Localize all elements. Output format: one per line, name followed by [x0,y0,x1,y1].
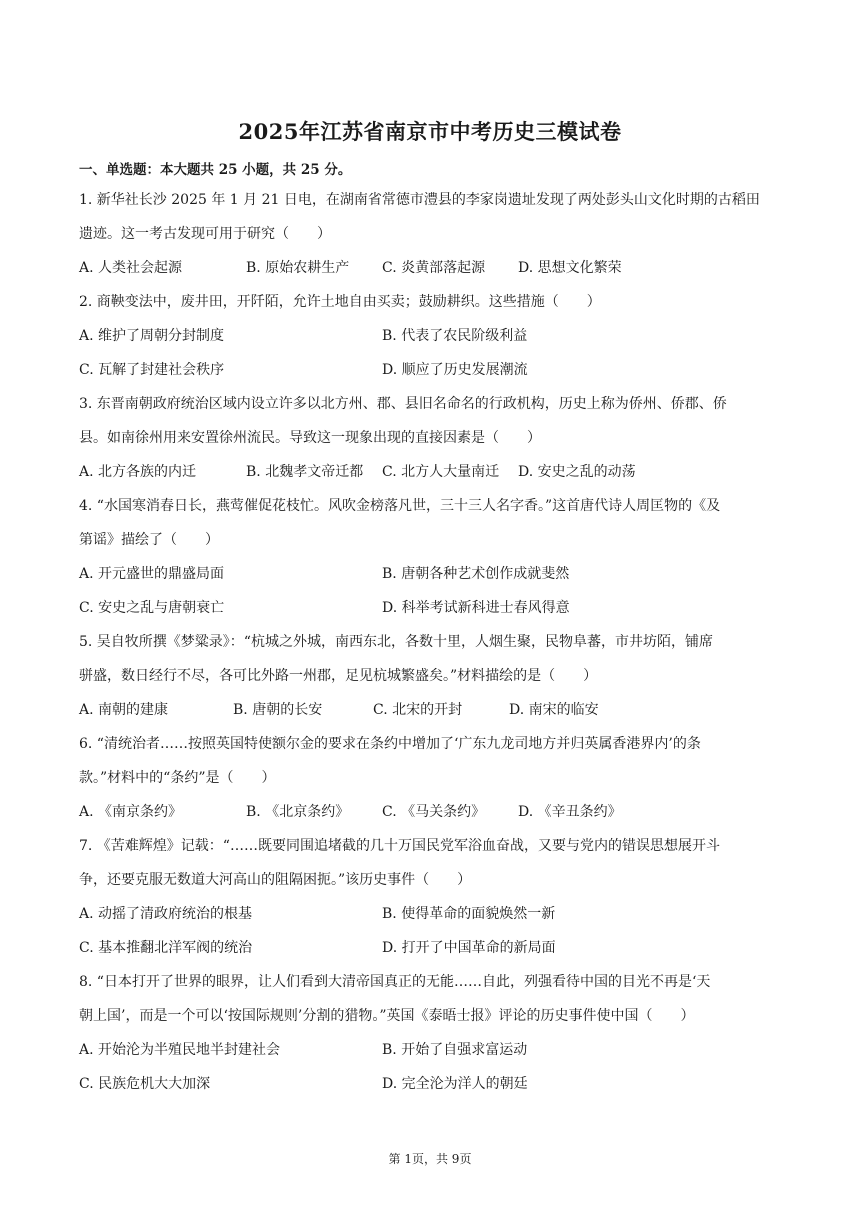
question-2-line-1: 2. 商鞅变法中，废井田，开阡陌，允许土地自由买卖；鼓励耕织。这些措施（ ） [79,294,601,310]
question-4-option-b: B. 唐朝各种艺术创作成就斐然 [382,566,570,582]
question-1-option-d: D. 思想文化繁荣 [518,260,622,276]
question-8-option-c: C. 民族危机大大加深 [79,1076,211,1092]
question-3-option-b: B. 北魏孝文帝迁都 [246,464,364,480]
question-7-option-b: B. 使得革命的面貌焕然一新 [382,906,556,922]
question-1-option-c: C. 炎黄部落起源 [382,260,486,276]
question-4-option-a: A. 开元盛世的鼎盛局面 [79,566,225,582]
question-1-line-1: 1. 新华社长沙 2025 年 1 月 21 日电，在湖南省常德市澧县的李家岗遗址发现了两处彭头山文化时期的古稻田 [79,192,760,208]
question-8-line-2: 朝上国’，而是一个可以‘按国际规则’分割的猎物。”英国《泰晤士报》评论的历史事件使中国（ ） [79,1008,695,1024]
question-1-option-b: B. 原始农耕生产 [246,260,350,276]
question-5-option-c: C. 北宋的开封 [373,702,463,718]
question-4-line-1: 4. “水国寒消春日长，燕莺催促花枝忙。风吹金榜落凡世，三十三人名字香。”这首唐代诗人周匡物的《及 [79,498,721,514]
question-6-option-b: B. 《北京条约》 [246,804,350,820]
question-7-option-d: D. 打开了中国革命的新局面 [382,940,556,956]
question-2-option-c: C. 瓦解了封建社会秩序 [79,362,225,378]
question-2-option-a: A. 维护了周朝分封制度 [79,328,225,344]
question-6-option-d: D. 《辛丑条约》 [518,804,622,820]
question-7-option-c: C. 基本推翻北洋军阀的统治 [79,940,253,956]
question-6-line-1: 6. “清统治者……按照英国特使额尔金的要求在条约中增加了‘广东九龙司地方并归英属香港界内’的条 [79,736,701,752]
question-3-line-2: 县。如南徐州用来安置徐州流民。导致这一现象出现的直接因素是（ ） [79,430,541,446]
question-2-option-b: B. 代表了农民阶级利益 [382,328,528,344]
question-1-option-a: A. 人类社会起源 [79,260,183,276]
question-6-line-2: 款。”材料中的“条约”是（ ） [79,770,276,786]
section-heading: 一、单选题：本大题共 25 小题，共 25 分。 [79,162,352,178]
question-8-option-b: B. 开始了自强求富运动 [382,1042,528,1058]
question-4-option-d: D. 科举考试新科进士春风得意 [382,600,570,616]
question-4-option-c: C. 安史之乱与唐朝衰亡 [79,600,225,616]
question-3-option-a: A. 北方各族的内迁 [79,464,197,480]
question-5-option-b: B. 唐朝的长安 [233,702,323,718]
question-5-option-a: A. 南朝的建康 [79,702,169,718]
question-5-line-1: 5. 吴自牧所撰《梦粱录》：“杭城之外城，南西东北，各数十里，人烟生聚，民物阜蕃，市井坊陌，铺席 [79,634,713,650]
question-2-option-d: D. 顺应了历史发展潮流 [382,362,528,378]
question-1-line-2: 遗迹。这一考古发现可用于研究（ ） [79,226,331,242]
question-8-line-1: 8. “日本打开了世界的眼界，让人们看到大清帝国真正的无能……自此，列强看待中国的目光不再是‘天 [79,974,711,990]
question-4-line-2: 第谣》描绘了（ ） [79,532,219,548]
question-6-option-a: A. 《南京条约》 [79,804,183,820]
question-3-line-1: 3. 东晋南朝政府统治区域内设立许多以北方州、郡、县旧名命名的行政机构，历史上称为侨州、侨郡、侨 [79,396,727,412]
question-6-option-c: C. 《马关条约》 [382,804,486,820]
question-8-option-a: A. 开始沦为半殖民地半封建社会 [79,1042,281,1058]
question-5-line-2: 骈盛，数日经行不尽，各可比外路一州郡，足见杭城繁盛矣。”材料描绘的是（ ） [79,668,598,684]
question-7-option-a: A. 动摇了清政府统治的根基 [79,906,253,922]
question-5-option-d: D. 南宋的临安 [509,702,599,718]
page-footer: 第 1页，共 9页 [388,1152,472,1166]
page-title: 2025年江苏省南京市中考历史三模试卷 [238,119,622,144]
question-7-line-1: 7. 《苦难辉煌》记载：“……既要同围追堵截的几十万国民党军浴血奋战，又要与党内的错误思想展开斗 [79,838,720,854]
question-7-line-2: 争，还要克服无数道大河高山的阻隔困扼。”该历史事件（ ） [79,872,472,888]
question-8-option-d: D. 完全沦为洋人的朝廷 [382,1076,528,1092]
question-3-option-d: D. 安史之乱的动荡 [518,464,636,480]
question-3-option-c: C. 北方人大量南迁 [382,464,500,480]
